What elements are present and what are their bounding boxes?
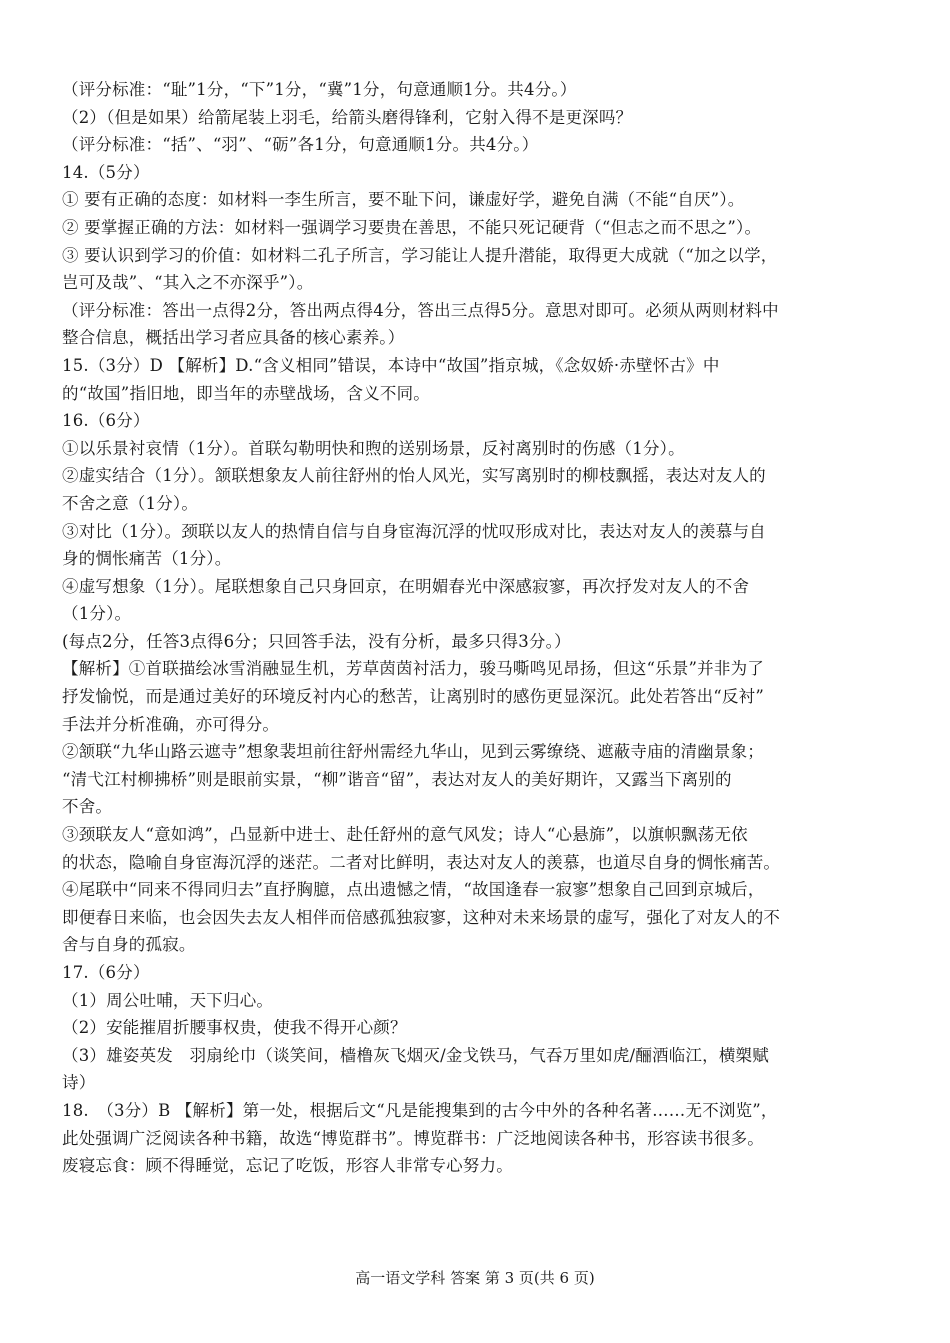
text-line: ② 要掌握正确的方法：如材料一强调学习要贵在善思，不能只死记硬背（“但志之而不思之”）。 bbox=[62, 217, 762, 237]
text-line: ③颈联友人“意如鸿”，凸显新中进士、赴任舒州的意气风发；诗人“心悬旆”，以旗帜飘荡无依 bbox=[62, 825, 748, 845]
text-line: ①以乐景衬哀情（1分）。首联勾勒明快和煦的送别场景，反衬离别时的伤感（1分）。 bbox=[62, 438, 685, 458]
question-16-heading: 16.（6分） bbox=[62, 411, 150, 431]
text-line: （2）（但是如果）给箭尾装上羽毛，给箭头磨得锋利，它射入得不是更深吗？ bbox=[62, 107, 633, 127]
text-line: 此处强调广泛阅读各种书籍，故选“博览群书”。博览群书：广泛地阅读各种书，形容读书很多。 bbox=[62, 1128, 764, 1148]
text-line: 诗） bbox=[62, 1073, 96, 1093]
text-line: ① 要有正确的态度：如材料一李生所言，要不耻下问，谦虚好学，避免自满（不能“自厌”）。 bbox=[62, 190, 745, 210]
text-line: ②颔联“九华山路云遮寺”想象裴坦前往舒州需经九华山，见到云雾缭绕、遮蔽寺庙的清幽景象； bbox=[62, 742, 764, 762]
text-line: （3）雄姿英发 羽扇纶巾（谈笑间，樯橹灰飞烟灭/金戈铁马，气吞万里如虎/酾酒临江，横槊赋 bbox=[62, 1045, 769, 1065]
text-line: (每点2分，任答3点得6分；只回答手法，没有分析，最多只得3分。） bbox=[62, 631, 571, 651]
text-line: 不舍。 bbox=[62, 797, 113, 817]
question-15-heading: 15.（3分）D 【解析】D.“含义相同”错误，本诗中“故国”指京城，《念奴娇·赤壁怀古》中 bbox=[62, 355, 720, 375]
text-line: 的状态，隐喻自身宦海沉浮的迷茫。二者对比鲜明，表达对友人的羡慕，也道尽自身的惆怅痛苦。 bbox=[62, 852, 781, 872]
text-line: 废寝忘食：顾不得睡觉，忘记了吃饭，形容人非常专心努力。 bbox=[62, 1156, 513, 1176]
text-line: （1分）。 bbox=[62, 604, 132, 624]
text-line: （1）周公吐哺，天下归心。 bbox=[62, 990, 274, 1010]
text-line: ④虚写想象（1分）。尾联想象自己只身回京，在明媚春光中深感寂寥，再次抒发对友人的不舍 bbox=[62, 576, 750, 596]
text-line: ④尾联中“同来不得同归去”直抒胸臆，点出遗憾之情，“故国逢春一寂寥”想象自己回到京城后， bbox=[62, 880, 765, 900]
text-line: 的“故国”指旧地，即当年的赤壁战场，含义不同。 bbox=[62, 383, 430, 403]
text-line: ③对比（1分）。颈联以友人的热情自信与自身宦海沉浮的忧叹形成对比，表达对友人的羡慕与自 bbox=[62, 521, 766, 541]
text-line: 不舍之意（1分）。 bbox=[62, 493, 199, 513]
question-17-heading: 17.（6分） bbox=[62, 963, 150, 982]
answer-content bbox=[62, 76, 892, 1180]
question-14-heading: 14.（5分） bbox=[62, 162, 150, 182]
text-line: 岂可及哉”、“其入之不亦深乎”）。 bbox=[62, 273, 314, 293]
text-line: （评分标准：答出一点得2分，答出两点得4分，答出三点得5分。意思对即可。必须从两则材料中 bbox=[62, 300, 779, 320]
question-18-heading: 18. （3分）B 【解析】第一处，根据后文“凡是能搜集到的古今中外的各种名著……无不浏览”， bbox=[62, 1100, 778, 1120]
text-line: 手法并分析准确，亦可得分。 bbox=[62, 714, 280, 734]
text-line: ③ 要认识到学习的价值：如材料二孔子所言，学习能让人提升潜能，取得更大成就（“加之以学， bbox=[62, 245, 778, 265]
text-line: “清弋江村柳拂桥”则是眼前实景，“柳”谐音“留”，表达对友人的美好期许，又露当下离别的 bbox=[62, 769, 732, 789]
text-line: 即便春日来临，也会因失去友人相伴而倍感孤独寂寥，这种对未来场景的虚写，强化了对友人的不 bbox=[62, 907, 781, 927]
text-line: （评分标准：“括”、“羽”、“砺”各1分，句意通顺1分。共4分。） bbox=[62, 135, 539, 155]
page-footer: 高一语文学科 答案 第 3 页(共 6 页) bbox=[355, 1269, 595, 1287]
text-line: 抒发愉悦，而是通过美好的环境反衬内心的愁苦，让离别时的感伤更显深沉。此处若答出“反衬” bbox=[62, 687, 764, 707]
text-line: （评分标准：“耻”1分，“下”1分，“冀”1分，句意通顺1分。共4分。） bbox=[62, 80, 577, 99]
text-line: 【解析】①首联描绘冰雪消融显生机，芳草茵茵衬活力，骏马嘶鸣见昂扬，但这“乐景”并非为了 bbox=[62, 659, 764, 679]
text-line: ②虚实结合（1分）。颔联想象友人前往舒州的怡人风光，实写离别时的柳枝飘摇，表达对友人的 bbox=[62, 466, 766, 486]
text-line: 舍与自身的孤寂。 bbox=[62, 935, 196, 955]
text-line: 身的惆怅痛苦（1分）。 bbox=[62, 549, 232, 569]
text-line: （2）安能摧眉折腰事权贵，使我不得开心颜？ bbox=[62, 1018, 407, 1038]
text-line: 整合信息，概括出学习者应具备的核心素养。） bbox=[62, 328, 405, 348]
